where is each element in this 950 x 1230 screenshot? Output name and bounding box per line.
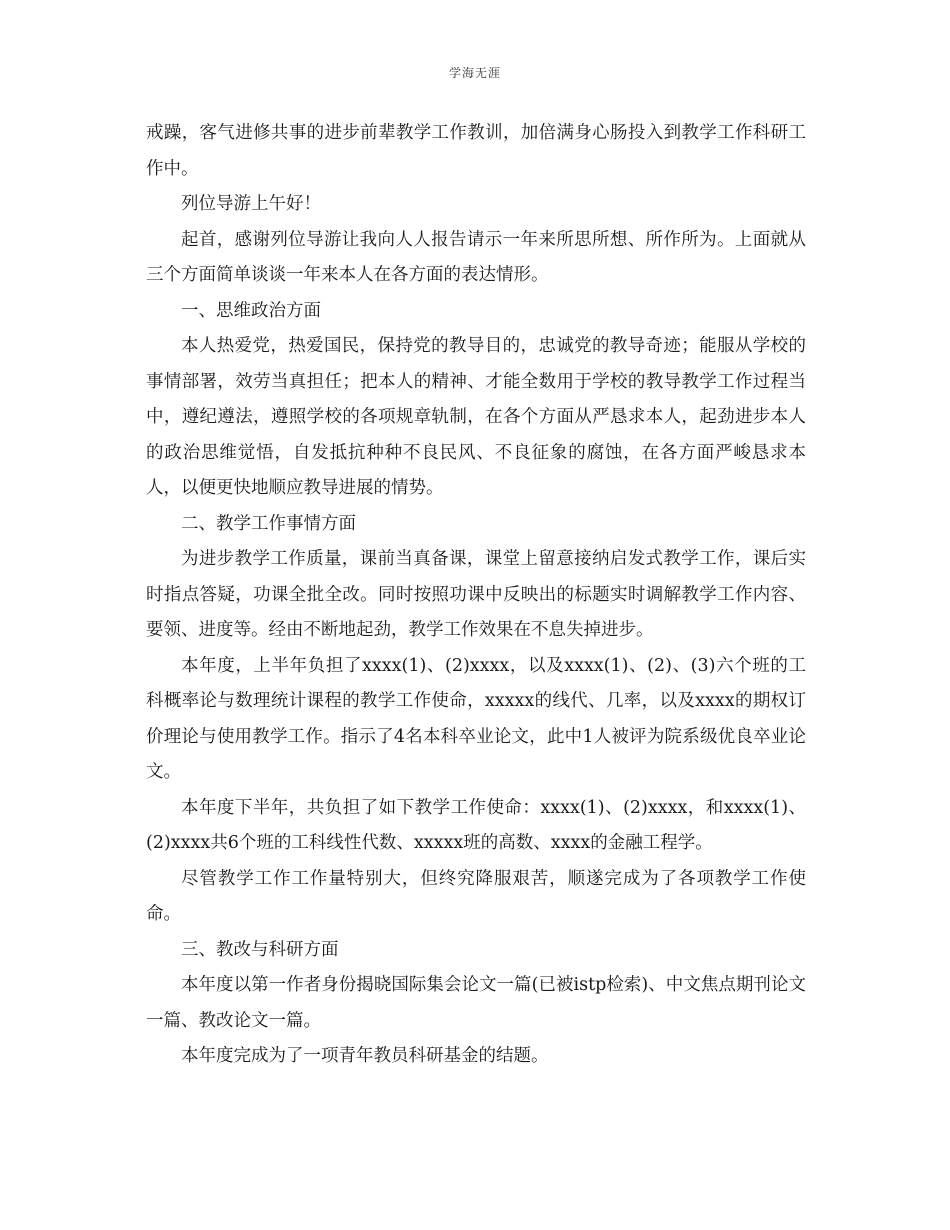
paragraph: 本年度以第一作者身份揭晓国际集会论文一篇(已被istp检索)、中文焦点期刊论文一篇、教改论文一篇。 xyxy=(146,975,806,1031)
paragraph: 尽管教学工作工作量特别大，但终究降服艰苦，顺遂完成为了各项教学工作使命。 xyxy=(146,868,806,924)
section-heading: 一、思维政治方面 xyxy=(181,300,321,321)
greeting: 列位导游上午好！ xyxy=(181,194,321,214)
paragraph: 本年度，上半年负担了xxxx(1)、(2)xxxx，以及xxxx(1)、(2)、(3)六个班的工科概率论与数理统计课程的教学工作使命，xxxxx的线代、几率，以及xxxx的期权订价理论与使用教学工作。指示了4名本科卒业论文，此中1人被评为院系级优良卒业论文。 xyxy=(146,655,806,782)
paragraph: 本人热爱党，热爱国民，保持党的教导目的，忠诚党的教导奇迹；能服从学校的事情部署，效劳当真担任；把本人的精神、才能全数用于学校的教导教学工作过程当中，遵纪遵法，遵照学校的各项规章轨制，在各个方面从严恳求本人，起劲进步本人的政治思维觉悟，自发抵抗种种不良民风、不良征象的腐蚀，在各方面严峻恳求本人，以便更快地顺应教导进展的情势。 xyxy=(146,336,806,498)
paragraph: 本年度完成为了一项青年教员科研基金的结题。 xyxy=(181,1046,549,1066)
paragraph: 本年度下半年，共负担了如下教学工作使命：xxxx(1)、(2)xxxx，和xxxx(1)、(2)xxxx共6个班的工科线性代数、xxxxx班的高数、xxxx的金融工程学。 xyxy=(146,797,806,853)
paragraph: 为进步教学工作质量，课前当真备课，课堂上留意接纳启发式教学工作，课后实时指点答疑，功课全批全改。同时按照功课中反映出的标题实时调解教学工作内容、要领、进度等。经由不断地起劲，教学工作效果在不息失掉进步。 xyxy=(146,549,806,640)
paragraph: 戒躁，客气进修共事的进步前辈教学工作教训，加倍满身心肠投入到教学工作科研工作中。 xyxy=(146,123,806,179)
paragraph: 起首，感谢列位导游让我向人人报告请示一年来所思所想、所作所为。上面就从三个方面简单谈谈一年来本人在各方面的表达情形。 xyxy=(146,229,806,285)
section-heading: 二、教学工作事情方面 xyxy=(181,513,356,534)
page-header: 学海无涯 xyxy=(448,66,501,80)
section-heading: 三、教改与科研方面 xyxy=(181,939,339,960)
document-body xyxy=(146,116,806,1075)
